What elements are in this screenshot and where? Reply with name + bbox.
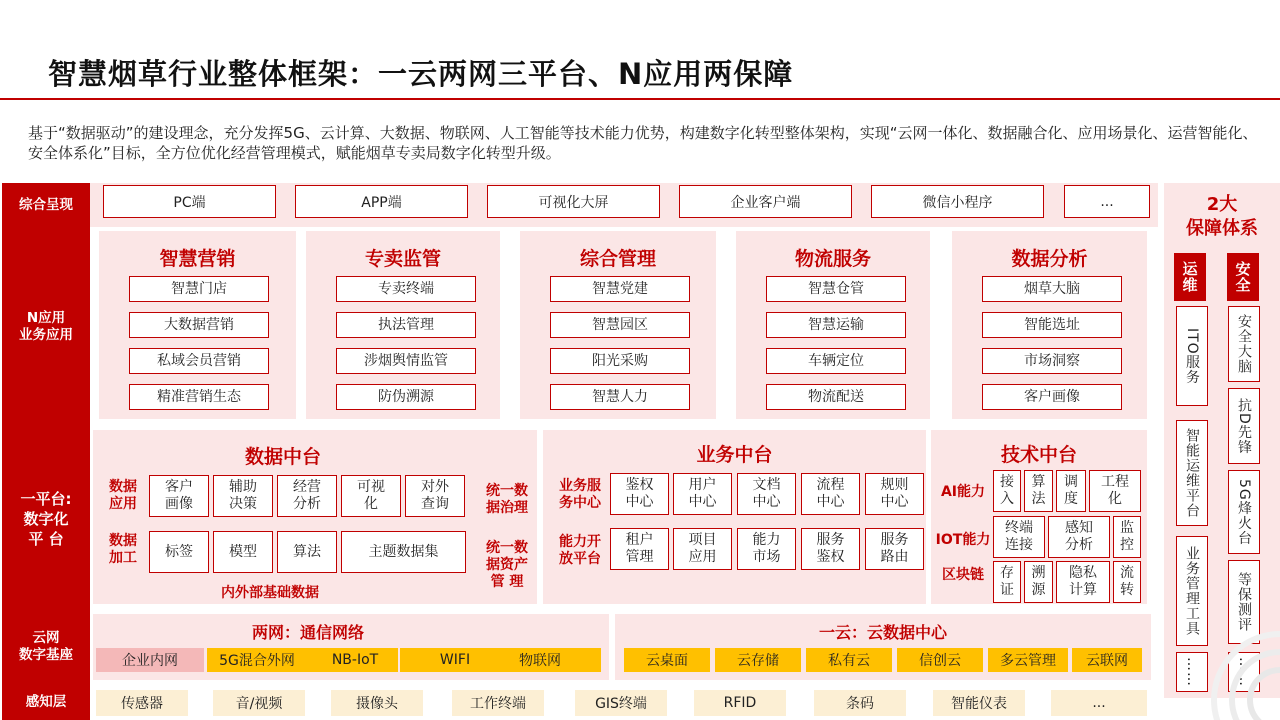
biz-cell[interactable]: 鉴权 中心 — [610, 473, 669, 515]
data-cell[interactable]: 经营 分析 — [277, 475, 337, 517]
app-item[interactable]: 智慧运输 — [766, 312, 906, 338]
guarantee-sec-item[interactable]: 等保测评 — [1228, 560, 1260, 644]
data-row-label: 数据 加工 — [109, 533, 137, 566]
app-item[interactable]: 阳光采购 — [550, 348, 690, 374]
tech-row-label: AI能力 — [940, 483, 986, 500]
guarantee-ops-item[interactable]: 智能运维平台 — [1176, 420, 1208, 526]
intro-text: 基于“数据驱动”的建设理念，充分发挥5G、云计算、大数据、物联网、人工智能等技术能力优势，构建数字化转型整体架构，实现“云网一体化、数据融合化、应用场景化、运营智能化、安全体系化”目标，全方位优化经营管理模式，赋能烟草专卖局数字化转型升级。 — [28, 124, 1258, 162]
sensor-item[interactable]: 条码 — [814, 690, 906, 716]
layer-label-napp: N应用 业务应用 — [2, 227, 90, 427]
data-cell[interactable]: 标签 — [149, 531, 209, 573]
present-item[interactable]: 微信小程序 — [871, 185, 1044, 218]
app-item[interactable]: 智慧园区 — [550, 312, 690, 338]
tech-cell[interactable]: 工程 化 — [1089, 470, 1141, 512]
guarantee-ops-item[interactable]: ITO服务 — [1176, 306, 1208, 406]
app-item[interactable]: 烟草大脑 — [982, 276, 1122, 302]
cloud-item[interactable]: 信创云 — [897, 648, 983, 672]
app-item[interactable]: 市场洞察 — [982, 348, 1122, 374]
tech-cell[interactable]: 算 法 — [1024, 470, 1053, 512]
data-side-label: 统一数 据治理 — [486, 483, 528, 516]
biz-cell[interactable]: 流程 中心 — [801, 473, 860, 515]
layer-label-platform: 一平台: 数字化 平 台 — [2, 427, 90, 610]
network-item[interactable]: 企业内网 — [96, 648, 204, 672]
sensor-item[interactable]: GIS终端 — [575, 690, 667, 716]
guarantee-sec-item[interactable]: …… — [1228, 652, 1260, 692]
app-item[interactable]: 智慧仓管 — [766, 276, 906, 302]
data-cell[interactable]: 对外 查询 — [405, 475, 465, 517]
app-item[interactable]: 私域会员营销 — [129, 348, 269, 374]
page-title: 智慧烟草行业整体框架：一云两网三平台、N应用两保障 — [48, 57, 794, 91]
data-cell[interactable]: 辅助 决策 — [213, 475, 273, 517]
data-cell[interactable]: 客户 画像 — [149, 475, 209, 517]
tech-cell[interactable]: 接 入 — [993, 470, 1021, 512]
tech-cell[interactable]: 溯 源 — [1024, 561, 1053, 603]
app-item[interactable]: 车辆定位 — [766, 348, 906, 374]
title-divider — [0, 98, 1280, 100]
biz-row-label: 业务服 务中心 — [559, 478, 601, 511]
app-panel-title: 专卖监管 — [364, 248, 441, 270]
network-item[interactable]: WIFI — [439, 652, 471, 668]
tech-row-label: IOT能力 — [935, 531, 991, 548]
data-row-label: 数据 应用 — [109, 479, 137, 512]
biz-cell[interactable]: 项目 应用 — [673, 528, 732, 570]
tech-cell[interactable]: 感知 分析 — [1048, 516, 1110, 558]
network-title: 两网：通信网络 — [251, 623, 364, 642]
biz-platform-title: 业务中台 — [696, 444, 773, 466]
app-panel-title: 物流服务 — [794, 248, 871, 270]
tech-cell[interactable]: 存 证 — [993, 561, 1021, 603]
present-item[interactable]: 企业客户端 — [679, 185, 852, 218]
present-item[interactable]: APP端 — [295, 185, 468, 218]
sensor-item[interactable]: ... — [1051, 690, 1147, 716]
cloud-item[interactable]: 私有云 — [806, 648, 892, 672]
biz-cell[interactable]: 用户 中心 — [673, 473, 732, 515]
network-item[interactable]: 5G混合外网 — [219, 653, 295, 669]
data-footer: 内外部基础数据 — [221, 584, 319, 601]
tech-cell[interactable]: 流 转 — [1113, 561, 1141, 603]
app-panel-title: 智慧营销 — [159, 248, 236, 270]
decorative-rings-icon — [1180, 600, 1280, 720]
guarantee-ops-item[interactable]: 业务管理工具 — [1176, 536, 1208, 646]
tech-cell[interactable]: 监 控 — [1113, 516, 1141, 558]
guarantee-title: 2大 保障体系 — [1186, 194, 1258, 239]
present-item[interactable]: ... — [1064, 185, 1150, 218]
app-item[interactable]: 客户画像 — [982, 384, 1122, 410]
layer-label-present: 综合呈现 — [2, 183, 90, 227]
tech-platform-title: 技术中台 — [1000, 444, 1077, 466]
cloud-item[interactable]: 云存储 — [715, 648, 801, 672]
app-item[interactable]: 智慧人力 — [550, 384, 690, 410]
cloud-item[interactable]: 多云管理 — [988, 648, 1068, 672]
sensor-item[interactable]: 工作终端 — [452, 690, 544, 716]
app-item[interactable]: 智慧党建 — [550, 276, 690, 302]
cloud-item[interactable]: 云联网 — [1072, 648, 1142, 672]
guarantee-sec-item[interactable]: 抗D先锋 — [1228, 388, 1260, 464]
sensor-item[interactable]: 传感器 — [96, 690, 188, 716]
sensor-item[interactable]: 智能仪表 — [933, 690, 1025, 716]
biz-cell[interactable]: 服务 路由 — [865, 528, 924, 570]
app-item[interactable]: 智能选址 — [982, 312, 1122, 338]
data-platform-title: 数据中台 — [244, 446, 321, 468]
app-item[interactable]: 专卖终端 — [336, 276, 476, 302]
biz-platform-panel — [543, 430, 926, 604]
app-item[interactable]: 智慧门店 — [129, 276, 269, 302]
app-item[interactable]: 大数据营销 — [129, 312, 269, 338]
biz-row-label: 能力开 放平台 — [559, 534, 601, 567]
present-item[interactable]: 可视化大屏 — [487, 185, 660, 218]
data-cell[interactable]: 算法 — [277, 531, 337, 573]
guarantee-sec-head: 安全 — [1227, 253, 1259, 301]
data-side-label: 统一数 据资产 管 理 — [486, 539, 528, 590]
data-cell[interactable]: 可视 化 — [341, 475, 401, 517]
biz-cell[interactable]: 租户 管理 — [610, 528, 669, 570]
biz-cell[interactable]: 规则 中心 — [865, 473, 924, 515]
guarantee-ops-head: 运维 — [1174, 253, 1206, 301]
tech-cell[interactable]: 隐私 计算 — [1056, 561, 1110, 603]
sensor-item[interactable]: 摄像头 — [331, 690, 423, 716]
app-item[interactable]: 精准营销生态 — [129, 384, 269, 410]
data-platform-panel — [93, 430, 537, 604]
network-item[interactable]: NB-IoT — [331, 652, 379, 668]
guarantee-sec-item[interactable]: 安全大脑 — [1228, 306, 1260, 382]
app-item[interactable]: 涉烟舆情监管 — [336, 348, 476, 374]
sensor-item[interactable]: 音/视频 — [213, 690, 305, 716]
app-item[interactable]: 执法管理 — [336, 312, 476, 338]
tech-cell[interactable]: 调 度 — [1056, 470, 1086, 512]
app-item[interactable]: 物流配送 — [766, 384, 906, 410]
present-item[interactable]: PC端 — [103, 185, 276, 218]
tech-cell[interactable]: 终端 连接 — [993, 516, 1045, 558]
app-panel-title: 数据分析 — [1011, 248, 1088, 270]
biz-cell[interactable]: 文档 中心 — [737, 473, 796, 515]
cloud-title: 一云：云数据中心 — [818, 623, 947, 642]
biz-cell[interactable]: 服务 鉴权 — [801, 528, 860, 570]
guarantee-ops-item[interactable]: …… — [1176, 652, 1208, 692]
app-panel-title: 综合管理 — [579, 248, 656, 270]
data-cell[interactable]: 模型 — [213, 531, 273, 573]
sensor-item[interactable]: RFID — [694, 690, 786, 716]
tech-row-label: 区块链 — [942, 566, 984, 583]
network-item[interactable]: 物联网 — [519, 653, 561, 669]
data-cell[interactable]: 主题数据集 — [341, 531, 466, 573]
app-item[interactable]: 防伪溯源 — [336, 384, 476, 410]
cloud-item[interactable]: 云桌面 — [624, 648, 710, 672]
guarantee-sec-item[interactable]: 5G烽火台 — [1228, 470, 1260, 554]
biz-cell[interactable]: 能力 市场 — [737, 528, 796, 570]
layer-label-sense: 感知层 — [2, 684, 90, 720]
layer-label-cloud: 云网 数字基座 — [2, 610, 90, 684]
